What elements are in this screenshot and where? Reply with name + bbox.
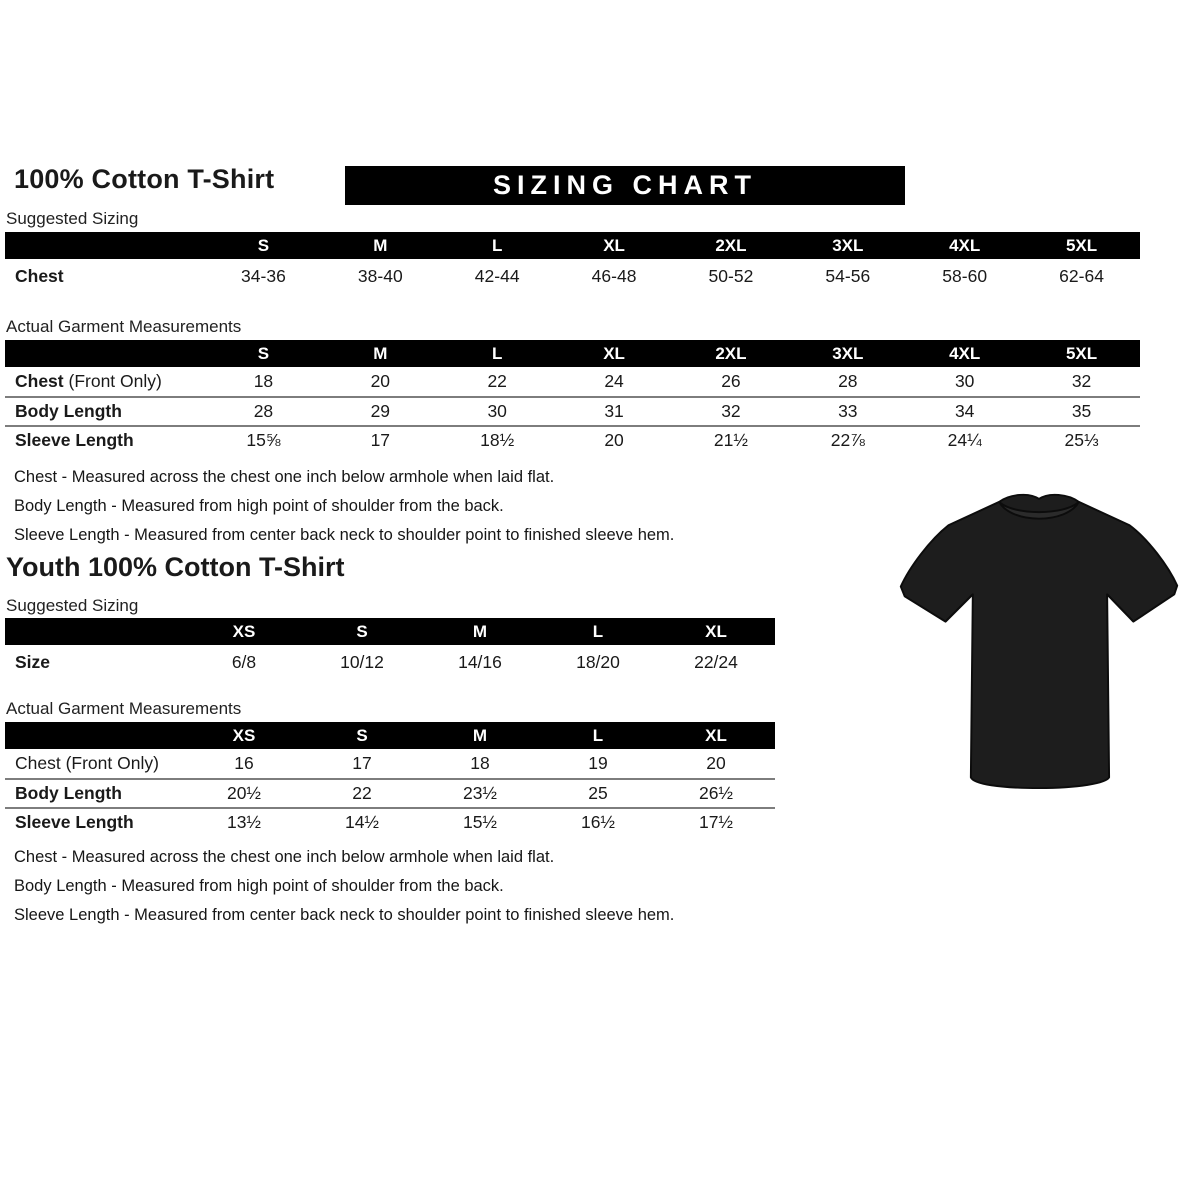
youth-actual-measurements-table bbox=[5, 722, 775, 836]
adult-actual-measurements-label: Actual Garment Measurements bbox=[6, 317, 242, 336]
cell: 18/20 bbox=[576, 651, 620, 672]
cell: 10/12 bbox=[340, 651, 384, 672]
note-sleeve-length: Sleeve Length - Measured from center back neck to shoulder point to finished sleeve hem. bbox=[14, 526, 675, 544]
row-label bbox=[5, 371, 205, 392]
row-label: Sleeve Length bbox=[15, 430, 134, 450]
table-row-chest-front-only bbox=[5, 749, 775, 778]
cell: 17 bbox=[352, 753, 372, 773]
row-label: Size bbox=[15, 651, 51, 672]
table-row-body-length bbox=[5, 396, 1140, 425]
row-label-rest: (Front Only) bbox=[63, 371, 162, 391]
adult-suggested-sizing-table bbox=[5, 232, 1140, 293]
cell: 20 bbox=[370, 371, 391, 391]
cell: 22/24 bbox=[694, 651, 738, 672]
size-col-header: L bbox=[592, 725, 604, 745]
cell: 15⅝ bbox=[246, 430, 281, 450]
cell: 21½ bbox=[713, 430, 748, 450]
cell: 16½ bbox=[580, 812, 616, 832]
row-label-bold: Chest bbox=[15, 371, 64, 391]
cell: 54-56 bbox=[825, 265, 871, 286]
table-row-body-length bbox=[5, 778, 775, 807]
row-label: Body Length bbox=[15, 783, 122, 803]
size-col-header: L bbox=[491, 235, 503, 255]
cell: 15½ bbox=[462, 812, 498, 832]
row-label: Chest bbox=[15, 265, 64, 286]
cell: 34-36 bbox=[241, 265, 286, 286]
cell: 17½ bbox=[698, 812, 734, 832]
black-tshirt-image bbox=[893, 485, 1185, 808]
adult-actual-measurements-table bbox=[5, 340, 1140, 454]
youth-title: Youth 100% Cotton T-Shirt bbox=[6, 552, 345, 582]
cell: 18 bbox=[253, 371, 274, 391]
size-col-header: XS bbox=[232, 725, 256, 745]
note-sleeve-length: Sleeve Length - Measured from center back neck to shoulder point to finished sleeve hem. bbox=[14, 906, 675, 924]
size-col-header: XL bbox=[705, 725, 727, 745]
youth-measurement-notes bbox=[14, 843, 674, 930]
cell: 25⅓ bbox=[1064, 430, 1099, 450]
size-col-header: 3XL bbox=[832, 235, 864, 255]
cell: 22⅞ bbox=[830, 430, 865, 450]
row-label: Chest (Front Only) bbox=[15, 753, 159, 773]
table-row-chest-front-only bbox=[5, 367, 1140, 396]
size-col-header: L bbox=[491, 343, 503, 363]
cell: 18½ bbox=[480, 430, 515, 450]
cell: 30 bbox=[954, 371, 975, 391]
size-col-header: S bbox=[356, 621, 368, 641]
adult-suggested-sizing-label: Suggested Sizing bbox=[6, 209, 139, 228]
size-col-header: M bbox=[472, 725, 488, 745]
cell: 23½ bbox=[462, 783, 498, 803]
cell: 14/16 bbox=[458, 651, 502, 672]
size-col-header: 3XL bbox=[832, 343, 864, 363]
size-col-header: 2XL bbox=[715, 235, 747, 255]
size-col-header: 5XL bbox=[1065, 235, 1098, 255]
cell: 28 bbox=[838, 371, 858, 391]
cell: 35 bbox=[1071, 401, 1092, 421]
size-col-header: S bbox=[257, 235, 270, 255]
row-label: Sleeve Length bbox=[15, 812, 134, 832]
size-col-header: 5XL bbox=[1065, 343, 1098, 363]
cell: 29 bbox=[370, 401, 391, 421]
cell: 26½ bbox=[698, 783, 734, 803]
size-col-header: S bbox=[356, 725, 368, 745]
note-chest: Chest - Measured across the chest one inch below armhole when laid flat. bbox=[14, 848, 555, 866]
cell: 22 bbox=[487, 371, 507, 391]
cell: 58-60 bbox=[942, 265, 988, 286]
cell: 28 bbox=[253, 401, 274, 421]
cell: 42-44 bbox=[474, 265, 520, 286]
cell: 26 bbox=[721, 371, 741, 391]
youth-suggested-sizing-table bbox=[5, 618, 775, 679]
cell: 16 bbox=[234, 753, 254, 773]
cell: 17 bbox=[370, 430, 391, 450]
size-col-header: XL bbox=[603, 343, 625, 363]
table-row-sleeve-length bbox=[5, 807, 775, 836]
note-body-length: Body Length - Measured from high point of shoulder from the back. bbox=[14, 877, 504, 895]
cell: 32 bbox=[721, 401, 741, 421]
sizing-chart-banner bbox=[345, 166, 905, 205]
note-chest: Chest - Measured across the chest one inch below armhole when laid flat. bbox=[14, 468, 555, 486]
cell: 22 bbox=[352, 783, 372, 803]
size-col-header: M bbox=[472, 621, 488, 641]
cell: 31 bbox=[604, 401, 624, 421]
cell: 33 bbox=[838, 401, 858, 421]
cell: 50-52 bbox=[708, 265, 754, 286]
youth-suggested-header-row bbox=[5, 618, 775, 645]
cell: 13½ bbox=[226, 812, 262, 832]
youth-actual-measurements-label: Actual Garment Measurements bbox=[6, 699, 242, 718]
table-row-size bbox=[5, 645, 775, 679]
cell: 6/8 bbox=[231, 651, 257, 672]
cell: 62-64 bbox=[1059, 265, 1104, 286]
cell: 20 bbox=[604, 430, 624, 450]
sizing-chart-banner-text: SIZING CHART bbox=[493, 170, 757, 200]
cell: 38-40 bbox=[357, 265, 403, 286]
size-col-header: L bbox=[592, 621, 604, 641]
black-tshirt-graphic bbox=[893, 485, 1185, 803]
size-col-header: XS bbox=[232, 621, 256, 641]
cell: 14½ bbox=[344, 812, 380, 832]
row-label: Body Length bbox=[15, 401, 122, 421]
cell: 18 bbox=[470, 753, 490, 773]
adult-measurement-notes bbox=[14, 463, 674, 550]
size-col-header: M bbox=[373, 343, 388, 363]
page-title: 100% Cotton T-Shirt bbox=[14, 164, 275, 194]
youth-actual-header-row bbox=[5, 722, 775, 749]
size-col-header: 4XL bbox=[949, 343, 981, 363]
size-col-header: 2XL bbox=[715, 343, 747, 363]
cell: 20½ bbox=[226, 783, 262, 803]
cell: 46-48 bbox=[591, 265, 637, 286]
table-row-chest bbox=[5, 259, 1140, 293]
cell: 24 bbox=[604, 371, 624, 391]
cell: 32 bbox=[1071, 371, 1092, 391]
cell: 30 bbox=[487, 401, 507, 421]
cell: 24¼ bbox=[947, 430, 982, 450]
cell: 20 bbox=[706, 753, 726, 773]
size-col-header: M bbox=[373, 235, 388, 255]
note-body-length: Body Length - Measured from high point of shoulder from the back. bbox=[14, 497, 504, 515]
youth-suggested-sizing-label: Suggested Sizing bbox=[6, 596, 139, 615]
size-col-header: S bbox=[257, 343, 270, 363]
cell: 19 bbox=[588, 753, 608, 773]
cell: 25 bbox=[588, 783, 608, 803]
cell: 34 bbox=[954, 401, 975, 421]
size-col-header: 4XL bbox=[949, 235, 981, 255]
adult-suggested-header-row bbox=[5, 232, 1140, 259]
size-col-header: XL bbox=[603, 235, 625, 255]
adult-actual-header-row bbox=[5, 340, 1140, 367]
table-row-sleeve-length bbox=[5, 425, 1140, 454]
size-col-header: XL bbox=[705, 621, 727, 641]
